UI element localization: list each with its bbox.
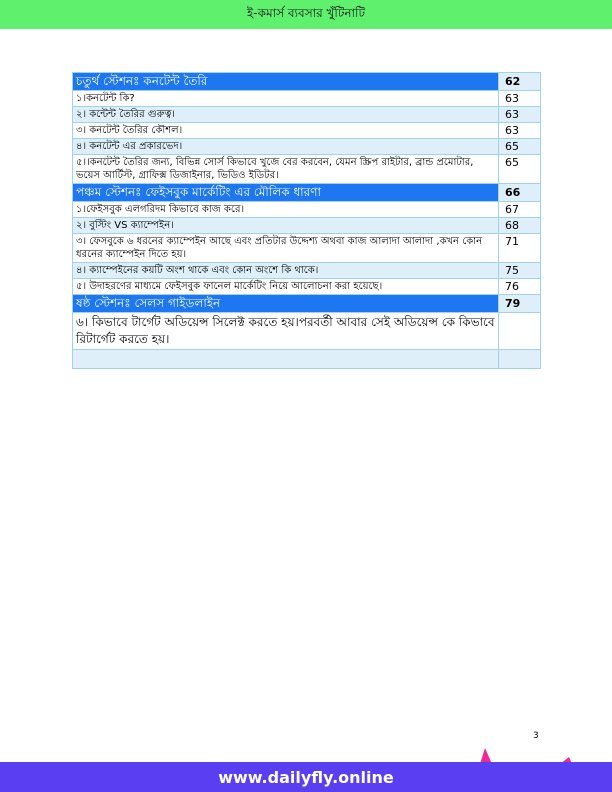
- toc-row: [73, 155, 541, 184]
- toc-page-number: [499, 313, 541, 350]
- toc-entry-title: ১।কনটেন্ট কি?: [73, 91, 499, 107]
- book-title: ই-কমার্স ব্যবসার খুঁটিনাটি: [247, 5, 365, 20]
- toc-row: [73, 263, 541, 279]
- toc-entry-title: ৪। কনটেন্ট এর প্রকারভেদ।: [73, 139, 499, 155]
- toc-entry-title: ২। কন্টেন্ট তৈরির গুরুত্ব।: [73, 107, 499, 123]
- toc-page-number: 63: [499, 91, 541, 107]
- toc-section-title: চতুর্থ স্টেশনঃ কনটেন্ট তৈরি: [73, 73, 499, 91]
- toc-page-number: 75: [499, 263, 541, 279]
- toc-row: [73, 202, 541, 218]
- toc-page-number: 62: [499, 73, 541, 91]
- toc-page-number: 79: [499, 295, 541, 313]
- toc-entry-title: ১।ফেইসবুক এলগরিদম কিভাবে কাজ করে।: [73, 202, 499, 218]
- toc-page-number: [499, 350, 541, 369]
- toc-entry-title: ৩। ফেসবুকে ৬ ধরনের ক্যাম্পেইন আছে এবং প্রতিটার উদ্দেশ্য অথবা কাজ আলাদা আলাদা ,কখন কোন ধরনের ক্যাম্পেইন দিতে হয়।: [73, 234, 499, 263]
- toc-page-number: 76: [499, 279, 541, 295]
- toc-section-row: [73, 184, 541, 202]
- toc-entry-title: ৫। উদাহরণের মাধ্যমে ফেইসবুক ফানেল মার্কেটিং নিয়ে আলোচনা করা হয়েছে।: [73, 279, 499, 295]
- toc-entry-title: ৬। কিভাবে টার্গেট অডিয়েন্স সিলেক্ট করতে হয়।পরবর্তী আবার সেই অডিয়েন্স কে কিভাবে রিটার্গেট করতে হয়।: [73, 313, 499, 350]
- toc-page-number: 68: [499, 218, 541, 234]
- toc-row: [73, 123, 541, 139]
- toc-section-row: [73, 295, 541, 313]
- header-banner: [0, 0, 612, 29]
- toc-section-title: ষষ্ঠ স্টেশনঃ সেলস গাইডলাইন: [73, 295, 499, 313]
- page-number: 3: [533, 731, 539, 741]
- footer-banner: [0, 762, 612, 792]
- toc-row: [73, 234, 541, 263]
- toc-section-row: [73, 73, 541, 91]
- toc-row: [73, 313, 541, 350]
- toc-entry-title: ৩। কনটেন্ট তৈরির কৌশল।: [73, 123, 499, 139]
- table-of-contents: [72, 72, 541, 369]
- toc-row: [73, 218, 541, 234]
- toc-row: [73, 279, 541, 295]
- toc-entry-title: [73, 350, 499, 369]
- toc-entry-title: ৪। ক্যাম্পেইনের কয়টি অংশ থাকে এবং কোন অংশে কি থাকে।: [73, 263, 499, 279]
- toc-page-number: 65: [499, 139, 541, 155]
- toc-row: [73, 350, 541, 369]
- toc-row: [73, 91, 541, 107]
- toc-row: [73, 139, 541, 155]
- toc-page-number: 67: [499, 202, 541, 218]
- toc-page-number: 63: [499, 107, 541, 123]
- website-url[interactable]: www.dailyfly.online: [218, 767, 394, 787]
- toc-entry-title: ২। বুস্টিং VS ক্যাম্পেইন।: [73, 218, 499, 234]
- toc-page-number: 63: [499, 123, 541, 139]
- toc-page-number: 65: [499, 155, 541, 184]
- toc-page-number: 66: [499, 184, 541, 202]
- toc-row: [73, 107, 541, 123]
- toc-section-title: পঞ্চম স্টেশনঃ ফেইসবুক মার্কেটিং এর মৌলিক ধারণা: [73, 184, 499, 202]
- toc-entry-title: ৫।।কনটেন্ট তৈরির জন্য, বিভিন্ন সোর্স কিভাবে খুজে বের করবেন, যেমন স্ক্রিপ রাইটার, ব্রান্ড প্রমোটার, ভয়েস আর্টিস্ট, গ্রাফিক্স ডিজাইনার, ভিডিও ইডিটর।: [73, 155, 499, 184]
- toc-page-number: 71: [499, 234, 541, 263]
